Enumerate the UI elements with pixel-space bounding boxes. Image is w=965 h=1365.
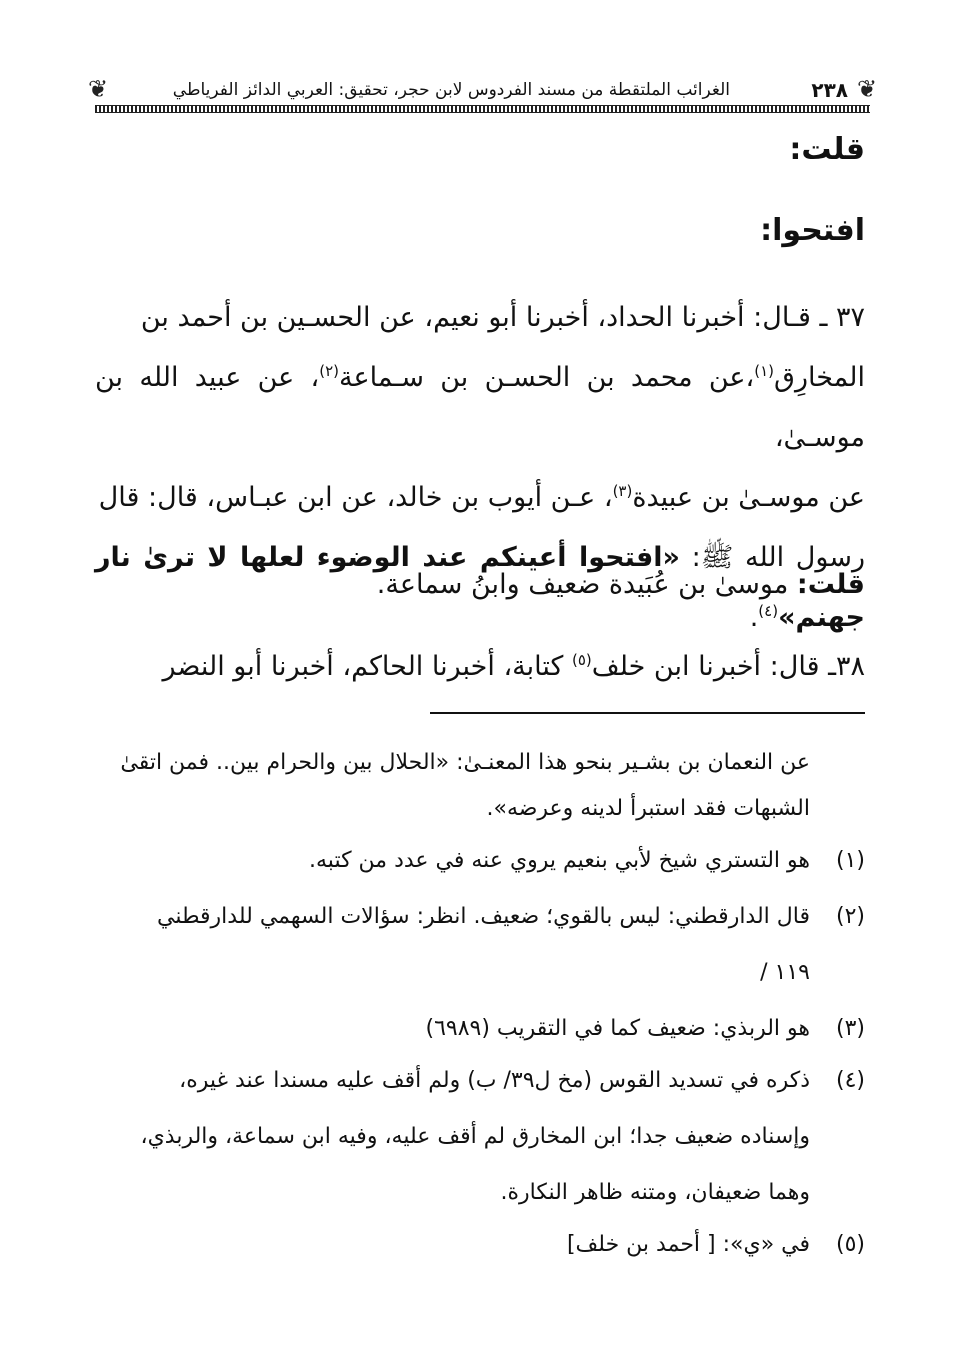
hadith-37-line: رسول الله ﷺ: «افتحوا أعينكم عند الوضوء لعلها لا ترىٰ نار جهنم»$^{(٤)}$. — [95, 542, 865, 633]
footnote-4: (٤) ذكره في تسديد القوس (مخ ل٣٩/ ب) ولم أقف عليه مسندا عند غيره، وإسناده ضعيف جدا؛ ابن المخارق لم أقف عليه، وفيه ابن سماعة، والربذي، وهما ضعيفان، ومتنه ظاهر النكارة. — [95, 1058, 865, 1216]
footnote-number: (٣) — [835, 1016, 865, 1041]
footnote-ref[interactable]: (٢) — [319, 362, 340, 380]
footnote-1: (١) هو التستري شيخ لأبي بنعيم يروي عنه في عدد من كتبه. — [95, 838, 865, 884]
footnote-carryover: عن النعمان بن بشـير بنحو هذا المعنـىٰ: «الحلال بين والحرام بين.. فمن اتقىٰ الشبهات فقد استبرأ لدينه وعرضه». — [120, 750, 810, 821]
running-header — [87, 75, 878, 108]
comment-label: قلت: — [796, 569, 865, 600]
footnote-ref[interactable]: (٣) — [612, 482, 633, 500]
ornament-icon: ❦ — [856, 75, 878, 103]
footnote-number: (١) — [835, 848, 865, 873]
header-rule — [95, 105, 870, 113]
hadith-37-line: عن موسـىٰ بن عبيدة$^{(٣)}$، عـن أيوب بن خالد، عن ابن عبـاس، قال: قال — [98, 482, 865, 513]
hadith-matn: «افتحوا أعينكم عند الوضوء لعلها لا ترىٰ نار جهنم» — [95, 542, 865, 633]
footnote-ref[interactable]: (٥) — [571, 651, 592, 669]
footnote-number: (٤) — [835, 1068, 865, 1093]
footnote-5: (٥) في «ي»: [ أحمد بن خلف] — [95, 1222, 865, 1268]
footnote-ref[interactable]: (١) — [754, 362, 775, 380]
comment-37: قلت: موسىٰ بن عُبَيدة ضعيف وابنُ سماعة. — [376, 569, 865, 600]
footnote-3: (٣) هو الربذي: ضعيف كما في التقريب (٦٩٨٩) — [95, 1006, 865, 1052]
footnote-separator — [430, 712, 865, 714]
page-number: ٢٣٨ — [811, 78, 848, 102]
section-heading-iftahu: افتحوا: — [760, 213, 865, 248]
footnote-ref[interactable]: (٤) — [758, 602, 779, 620]
running-title: الغرائب الملتقطة من مسند الفردوس لابن حجر، تحقيق: العربي الدائز الفرياطي — [172, 80, 730, 100]
footnote-2: (٢) قال الدارقطني: ليس بالقوي؛ ضعيف. انظر: سؤالات السهمي للدارقطني ١١٩ / — [95, 894, 865, 996]
ornament-icon: ❦ — [87, 75, 109, 103]
footnote-number: (٢) — [835, 904, 865, 929]
footnote-number: (٥) — [835, 1232, 865, 1257]
section-heading-qult: قلت: — [789, 132, 865, 167]
hadith-38: ٣٨ـ قال: أخبرنا ابن خلف$^{(٥)}$ كتابة، أخبرنا الحاكم، أخبرنا أبو النضر — [162, 651, 865, 682]
footnotes — [95, 740, 865, 1268]
hadith-37-line: المخارِق$^{(١)}$،عن محمد بن الحسـن بن سـماعة$^{(٢)}$، عن عبيد الله بن موسـىٰ، — [95, 362, 865, 453]
hadith-37-line: ٣٧ ـ قـال: أخبرنا الحداد، أخبرنا أبو نعيم، عن الحسـين بن أحمد بن — [140, 302, 865, 333]
